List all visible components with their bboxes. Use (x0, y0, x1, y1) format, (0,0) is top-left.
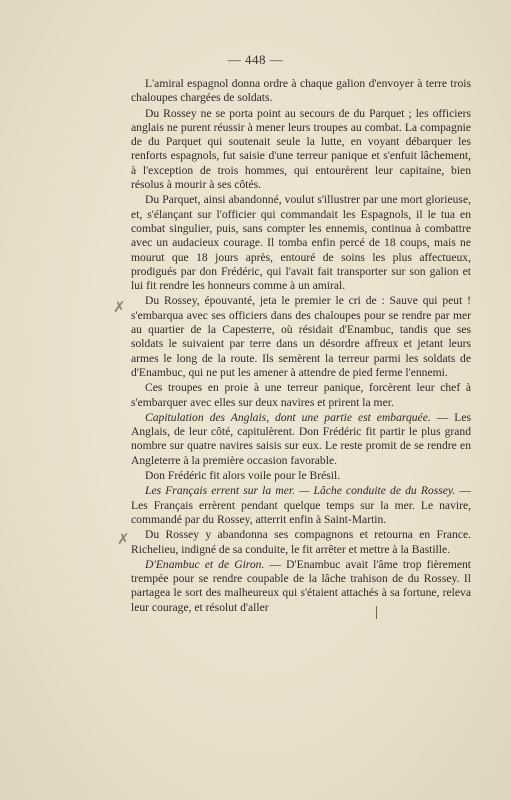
paragraph-text: Du Parquet, ainsi abandonné, voulut s'illustrer par une mort glorieuse, et, s'élançant sur l'officier qui commandait les Espagnols, il le tua en combat singulier, puis, sans compter les ennemis, continua à combattre avec un audacieux courage. Il tomba enfin percé de 18 coups, mais ne mourut que 18 jours après, entouré de soins les plus affectueux, prodigués par don Frédéric, qui l'avait fait transporter sur son galion et lui fit rendre les honneurs comme à un amiral. (131, 193, 471, 293)
page-number: — 448 — (227, 52, 284, 67)
paragraph (131, 484, 471, 527)
paragraph-text: Du Rossey, épouvanté, jeta le premier le cri de : Sauve qui peut ! s'embarqua avec ses officiers dans des chaloupes pour se rendre par mer au quartier de la Capesterre, où résidait d'Enambuc, tandis que ses soldats le suivaient par terre dans un désordre affreux et jetant leurs armes le long de la route. Ils semèrent la terreur parmi les soldats de d'Enambuc, qui ne put les amener à attendre de pied ferme l'ennemi. (131, 294, 471, 379)
paragraph (131, 107, 471, 193)
paragraph (131, 469, 471, 483)
paragraph (131, 77, 471, 106)
paragraph (131, 558, 471, 615)
paragraph (131, 411, 471, 468)
paragraph (131, 528, 471, 557)
paragraph-text: — D'Enambuc avait l'âme trop fièrement trempée pour se rendre coupable de la lâche trahison de du Rossey. Il partagea le sort des malheureux qui s'étaient attachés à sa fortune, releva leur courage, et résolut d'aller (131, 557, 471, 614)
body-text (131, 77, 471, 615)
section-heading: D'Enambuc et de Giron. (145, 557, 265, 571)
section-heading: Capitulation des Anglais, dont une partie est embarquée. (145, 410, 431, 424)
paragraph-text: Du Rossey y abandonna ses compagnons et retourna en France. Richelieu, indigné de sa conduite, le fit arrêter et mettre à la Bastille. (131, 528, 471, 556)
pencil-margin-mark: ✗ (117, 532, 130, 548)
paragraph-text: Ces troupes en proie à une terreur panique, forcèrent leur chef à s'embarquer avec elles sur deux navires et prirent la mer. (131, 381, 471, 409)
section-heading: Les Français errent sur la mer. — Lâche conduite de du Rossey. (145, 484, 456, 498)
paragraph-text: — Les Français errèrent pendant quelque temps sur la mer. Le navire, commandé par du Rossey, atterrit enfin à Saint-Martin. (131, 484, 471, 526)
paragraph-text: — Les Anglais, de leur côté, capitulèrent. Don Frédéric fit partir le plus grand nombre sur quatre navires saisis sur eux. Le reste promit de se rendre en Angleterre à la première occasion favorable. (131, 410, 471, 467)
paragraph-text: Du Rossey ne se porta point au secours de du Parquet ; les officiers anglais ne purent réussir à mener leurs troupes au combat. La compagnie de du Parquet qui soutenait seule la lutte, en voyant débarquer les renforts espagnols, fut saisie d'une terreur panique et s'enfuit lâchement, à l'exception de trois hommes, qui entourèrent leur capitaine, bien résolus à mourir à ses côtés. (131, 106, 471, 192)
paragraph-text: L'amiral espagnol donna ordre à chaque galion d'envoyer à terre trois chaloupes chargées de soldats. (131, 77, 471, 105)
paragraph (131, 294, 471, 380)
paragraph (131, 193, 471, 293)
paragraph (131, 381, 471, 410)
pencil-margin-mark: ✗ (113, 300, 126, 316)
paragraph-text: Don Frédéric fit alors voile pour le Brésil. (145, 469, 341, 483)
